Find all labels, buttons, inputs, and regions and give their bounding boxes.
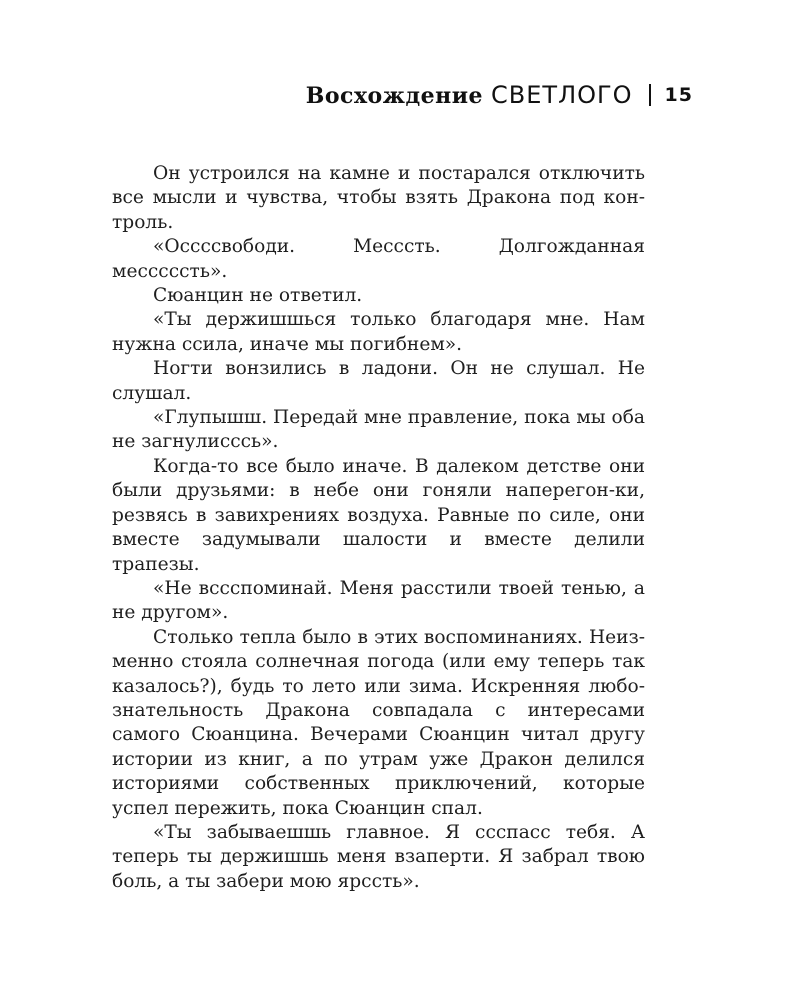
- paragraph: Ногти вонзились в ладони. Он не слушал. Не слушал.: [112, 358, 645, 404]
- book-title-part2: СВЕТЛОГО: [491, 81, 633, 109]
- paragraph: «Ты держишшься только благодаря мне. Нам нужна ссила, иначе мы погибнем».: [112, 309, 645, 355]
- paragraph: «Не вссспоминай. Меня расстили твоей тенью, а не другом».: [112, 577, 645, 624]
- page-number: 15: [664, 84, 693, 106]
- paragraph: Сюанцин не ответил.: [153, 285, 363, 307]
- running-head: [306, 78, 693, 112]
- header-separator: [649, 84, 651, 106]
- paragraph: Он устроился на камне и постарался отключить все мысли и чувства, чтобы взять Дракона под кон-троль.: [112, 163, 645, 233]
- paragraph: «Глупышш. Передай мне правление, пока мы оба не загнулисссь».: [112, 407, 645, 453]
- paragraph: «Оссссвободи. Месссть. Долгожданная месссссть».: [112, 236, 645, 282]
- book-title-part1: Восхождение: [305, 83, 484, 109]
- paragraph: «Ты забываешшь главное. Я ссспасс тебя. А теперь ты держишшь меня взаперти. Я забрал твою боль, а ты забери мою ярссть».: [112, 821, 645, 892]
- paragraph: Когда-то все было иначе. В далеком детстве они были друзьями: в небе они гоняли наперегон-ки, резвясь в завихрениях воздуха. Равные по силе, они вместе задумывали шалости и вместе делили трапезы.: [112, 455, 645, 575]
- book-title: [306, 81, 633, 109]
- body-text: [112, 162, 645, 894]
- paragraph: Столько тепла было в этих воспоминаниях. Неиз-менно стояла солнечная погода (или ему теперь так казалось?), будь то лето или зима. Искренняя любо-знательность Дракона совпадала с интересами самого Сюанцина. Вечерами Сюанцин читал другу истории из книг, а по утрам уже Дракон делился историями собственных приключений, которые успел пережить, пока Сюанцин спал.: [112, 626, 645, 819]
